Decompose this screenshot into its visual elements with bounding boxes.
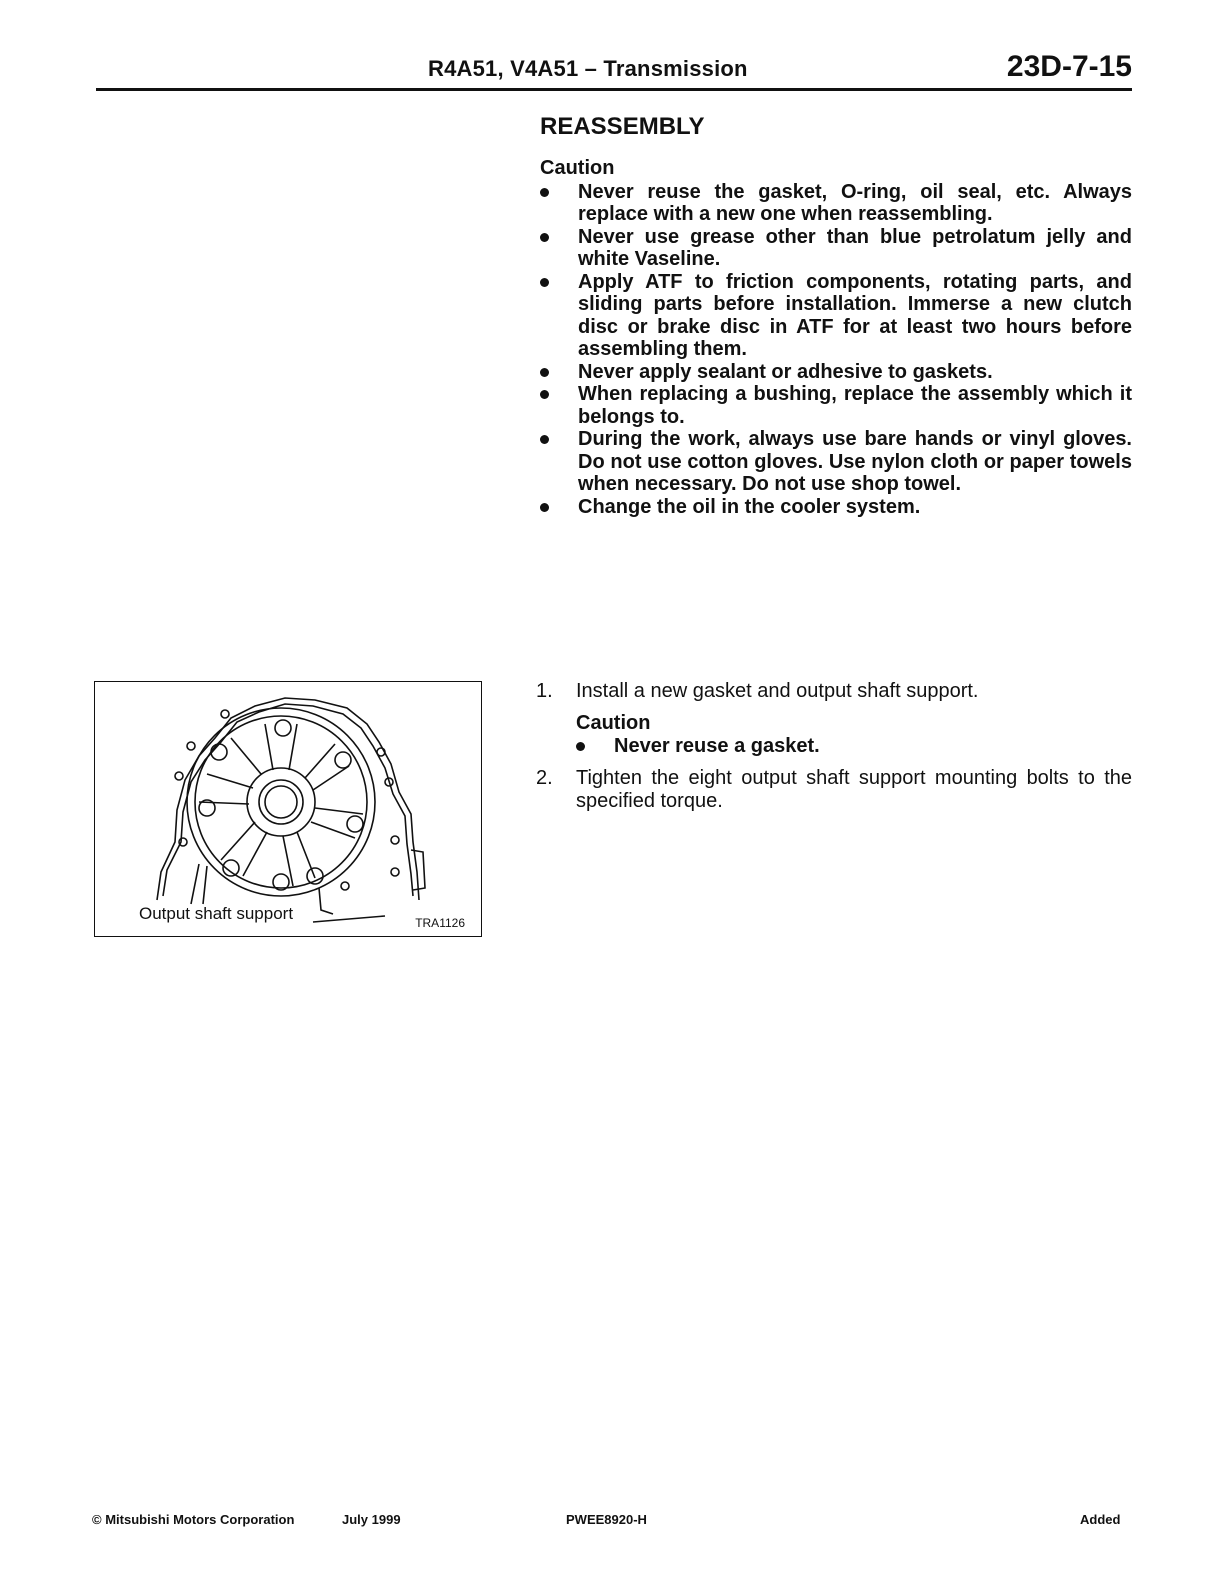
header-title: R4A51, V4A51 – Transmission xyxy=(428,56,748,81)
caution-item: When replacing a bushing, replace the assembly which it belongs to. xyxy=(540,383,1132,428)
step-text: Install a new gasket and output shaft support. xyxy=(576,680,979,702)
output-shaft-support-illustration xyxy=(95,682,482,937)
step-caution-item: Never reuse a gasket. xyxy=(576,735,1132,758)
figure-code: TRA1126 xyxy=(415,916,465,930)
caution-item: During the work, always use bare hands or vinyl gloves. Do not use cotton gloves. Use nylon cloth or paper towels when necessary. Do not use shop towel. xyxy=(540,428,1132,496)
step-caution-label: Caution xyxy=(576,712,651,734)
caution-item: Change the oil in the cooler system. xyxy=(540,496,1132,519)
output-shaft-support-figure xyxy=(94,681,482,937)
footer-copyright: © Mitsubishi Motors Corporation xyxy=(92,1512,295,1527)
procedure-steps xyxy=(536,680,1132,813)
step-1 xyxy=(536,680,1132,758)
footer-date: July 1999 xyxy=(342,1512,401,1527)
footer-doc-code: PWEE8920-H xyxy=(566,1512,647,1527)
caution-item: Never apply sealant or adhesive to gaskets. xyxy=(540,361,1132,384)
section-heading: REASSEMBLY xyxy=(540,113,705,140)
caution-list xyxy=(540,181,1132,519)
step-2 xyxy=(536,767,1132,813)
caution-item: Apply ATF to friction components, rotating parts, and sliding parts before installation. Immerse a new clutch disc or brake disc in ATF for at least two hours before assembling them. xyxy=(540,271,1132,361)
caution-label: Caution xyxy=(540,157,615,179)
step-number: 2. xyxy=(536,767,553,789)
step-number: 1. xyxy=(536,680,553,702)
page-number: 23D-7-15 xyxy=(1006,50,1132,83)
footer-status: Added xyxy=(1080,1512,1121,1527)
step-caution xyxy=(576,712,1132,758)
figure-caption: Output shaft support xyxy=(139,904,294,923)
caution-item: Never use grease other than blue petrolatum jelly and white Vaseline. xyxy=(540,226,1132,271)
caution-item: Never reuse the gasket, O-ring, oil seal, etc. Always replace with a new one when reassembling. xyxy=(540,181,1132,226)
step-text: Tighten the eight output shaft support mounting bolts to the specified torque. xyxy=(576,767,1132,812)
header-rule xyxy=(96,88,1132,91)
caution-block xyxy=(540,157,1132,518)
